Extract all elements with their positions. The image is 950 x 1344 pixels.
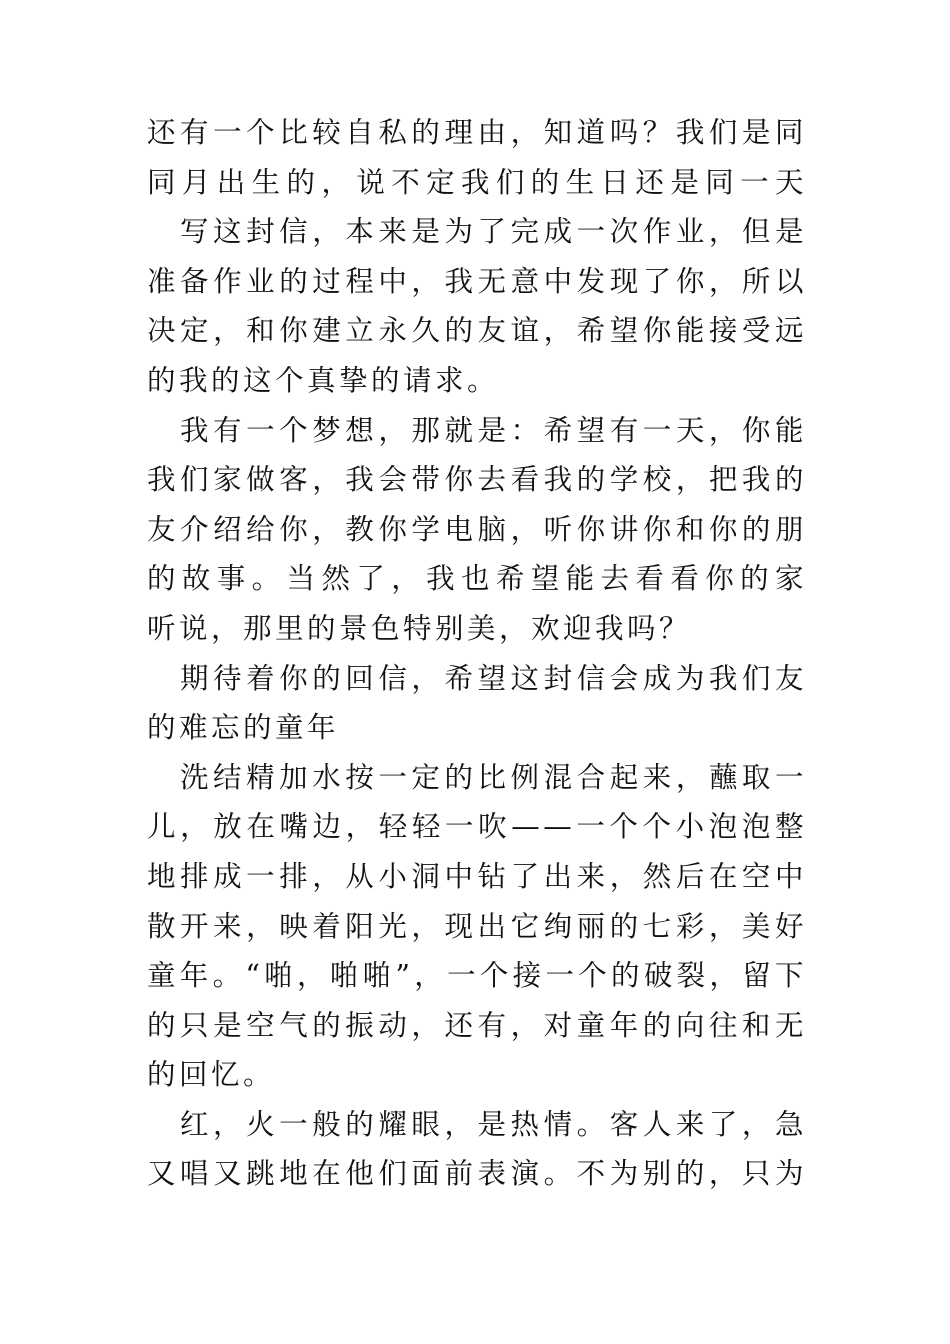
text-line: 的我的这个真挚的请求。 — [147, 363, 500, 397]
text-line: 期待着你的回信，希望这封信会成为我们友 — [180, 661, 807, 695]
text-line: 童年。“啪，啪啪”，一个接一个的破裂，留下 — [147, 959, 807, 993]
text-line: 的回忆。 — [147, 1058, 276, 1092]
text-line: 的难忘的童年 — [147, 711, 340, 745]
document-body-text — [147, 108, 807, 1199]
text-line: 同月出生的，说不定我们的生日还是同一天 — [147, 165, 807, 199]
text-line: 的故事。当然了，我也希望能去看看你的家 — [147, 562, 807, 596]
text-line: 又唱又跳地在他们面前表演。不为别的，只为 — [147, 1157, 807, 1191]
text-line: 散开来，映着阳光，现出它绚丽的七彩，美好 — [147, 909, 807, 943]
text-line: 的只是空气的振动，还有，对童年的向往和无 — [147, 1008, 807, 1042]
text-line: 洗结精加水按一定的比例混合起来，蘸取一 — [180, 760, 807, 794]
text-line: 听说，那里的景色特别美，欢迎我吗？ — [147, 611, 692, 645]
text-line: 地排成一排，从小洞中钻了出来，然后在空中 — [147, 859, 807, 893]
text-line: 决定，和你建立永久的友谊，希望你能接受远 — [147, 314, 807, 348]
text-line: 准备作业的过程中，我无意中发现了你，所以 — [147, 264, 807, 298]
text-line: 红，火一般的耀眼，是热情。客人来了，急 — [180, 1107, 807, 1141]
text-line: 写这封信，本来是为了完成一次作业，但是 — [180, 215, 807, 249]
text-line: 还有一个比较自私的理由，知道吗？我们是同 — [147, 116, 807, 149]
text-line: 我有一个梦想，那就是：希望有一天，你能 — [180, 413, 807, 447]
text-line: 儿，放在嘴边，轻轻一吹——一个个小泡泡整 — [147, 810, 807, 844]
text-line: 我们家做客，我会带你去看我的学校，把我的 — [147, 463, 807, 497]
text-line: 友介绍给你，教你学电脑，听你讲你和你的朋 — [147, 512, 807, 546]
